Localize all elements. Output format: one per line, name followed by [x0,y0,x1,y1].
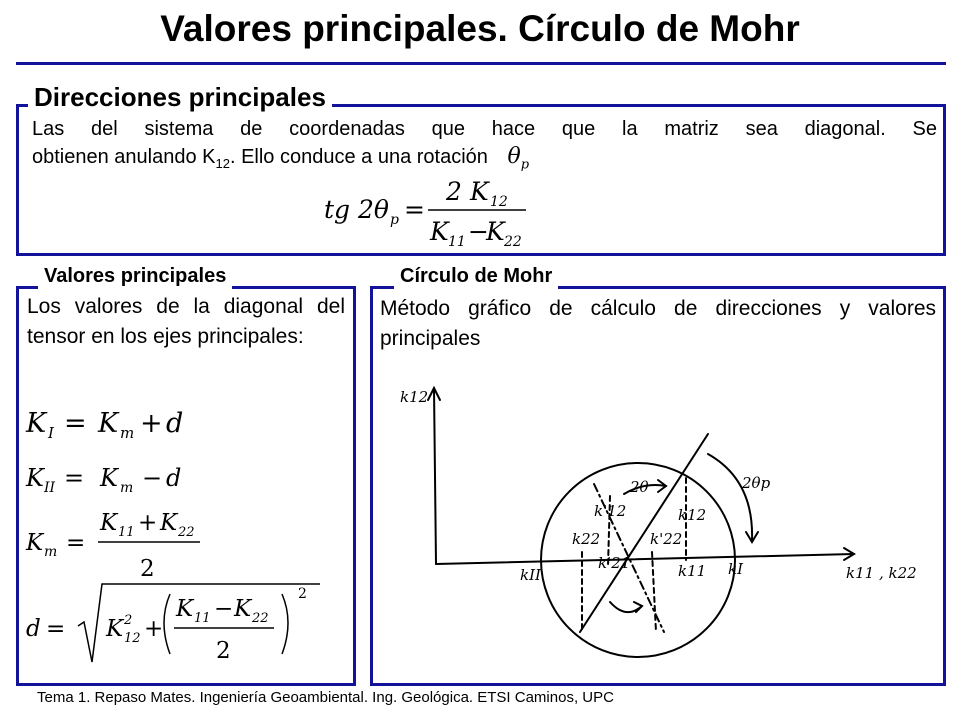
mohr-diagram [374,370,942,682]
formula-d [26,584,320,664]
direcciones-heading: Direcciones principales [28,80,332,114]
k12-point-label: k12 [678,506,707,524]
k11-label: k11 [678,562,707,580]
svg-text:2: 2 [140,556,155,582]
svg-text:+: + [140,408,163,439]
mohr-heading: Círculo de Mohr [394,263,558,289]
svg-text:m: m [120,424,135,442]
rotation-formula [320,172,560,250]
svg-text:+: + [138,510,158,536]
svg-text:d: d [26,616,41,642]
svg-text:K: K [470,177,489,206]
vertical-axis [434,388,436,564]
svg-text:K: K [26,530,44,556]
svg-text:I: I [48,424,54,442]
direcciones-text-2a: obtienen anulando K [32,146,216,168]
footer: Tema 1. Repaso Mates. Ingeniería Geoambiental. Ing. Geológica. ETSI Caminos, UPC [37,689,614,706]
svg-text:m: m [120,480,134,496]
svg-text:tg: tg [324,195,351,224]
svg-text:p: p [390,212,399,228]
page-title: Valores principales. Círculo de Mohr [160,8,800,49]
svg-text:K: K [100,510,118,536]
k21-label: k'21 [598,554,631,572]
svg-text:22: 22 [252,611,269,626]
svg-text:11: 11 [448,234,466,250]
svg-text:2θ: 2θ [358,195,389,224]
direcciones-line-1: Las del sistema de coordenadas que hace que la matriz sea diagonal. Se [32,118,937,140]
svg-text:K: K [234,596,252,622]
k12-prime-label: k'12 [594,502,627,520]
svg-text:K: K [100,464,118,492]
k22-prime-label: k'22 [650,530,683,548]
axis-x-label: k11 , k22 [846,564,917,582]
svg-text:12: 12 [124,631,141,646]
two-theta-label: 2θ [630,478,649,496]
svg-text:2: 2 [446,177,462,206]
svg-text:=: = [46,616,66,642]
two-theta-p-label: 2θp [742,474,771,492]
kII-label: kII [520,566,541,584]
svg-text:K: K [486,217,505,246]
svg-text:II: II [44,480,56,496]
svg-text:d: d [166,464,182,492]
title-underline [16,62,946,65]
theta-p-symbol: $\theta_p$ [507,144,530,173]
formula-kII [25,464,181,496]
svg-text:=: = [66,530,86,556]
svg-text:22: 22 [504,234,522,250]
svg-text:K: K [176,596,194,622]
k22-prime-dashed [652,552,656,632]
svg-text:−: − [468,217,489,246]
direcciones-text [32,115,937,179]
svg-text:K: K [98,408,119,439]
k22-label: k22 [572,530,601,548]
svg-text:=: = [64,464,85,492]
svg-text:K: K [26,408,47,439]
svg-text:−: − [142,464,163,492]
svg-text:11: 11 [194,611,211,626]
formula-km [25,510,200,582]
svg-text:11: 11 [118,525,135,540]
valores-formulas [20,392,350,682]
svg-text:2: 2 [216,638,231,664]
svg-text:2: 2 [124,613,133,628]
mohr-text: Método gráfico de cálculo de direcciones y valores principales [380,297,936,350]
valores-heading: Valores principales [38,263,232,289]
kI-label: kI [728,560,744,578]
valores-text: Los valores de la diagonal del tensor en los ejes principales: [27,295,345,348]
horizontal-axis [436,554,854,564]
svg-text:K: K [430,217,449,246]
svg-text:+: + [144,616,164,642]
svg-text:m: m [44,544,58,560]
direcciones-text-2c: . Ello conduce a una rotación [229,146,488,168]
svg-text:K: K [26,464,44,492]
svg-text:=: = [64,408,87,439]
svg-text:22: 22 [178,525,195,540]
svg-text:=: = [404,195,425,224]
svg-text:2: 2 [298,586,307,602]
direcciones-text-2b: 12 [215,156,230,171]
svg-text:K: K [106,616,124,642]
svg-text:−: − [214,596,234,622]
formula-kI [25,408,183,442]
svg-text:K: K [160,510,178,536]
svg-text:d: d [166,408,184,439]
k12-axis-label: k12 [400,388,429,406]
svg-text:12: 12 [490,194,508,210]
